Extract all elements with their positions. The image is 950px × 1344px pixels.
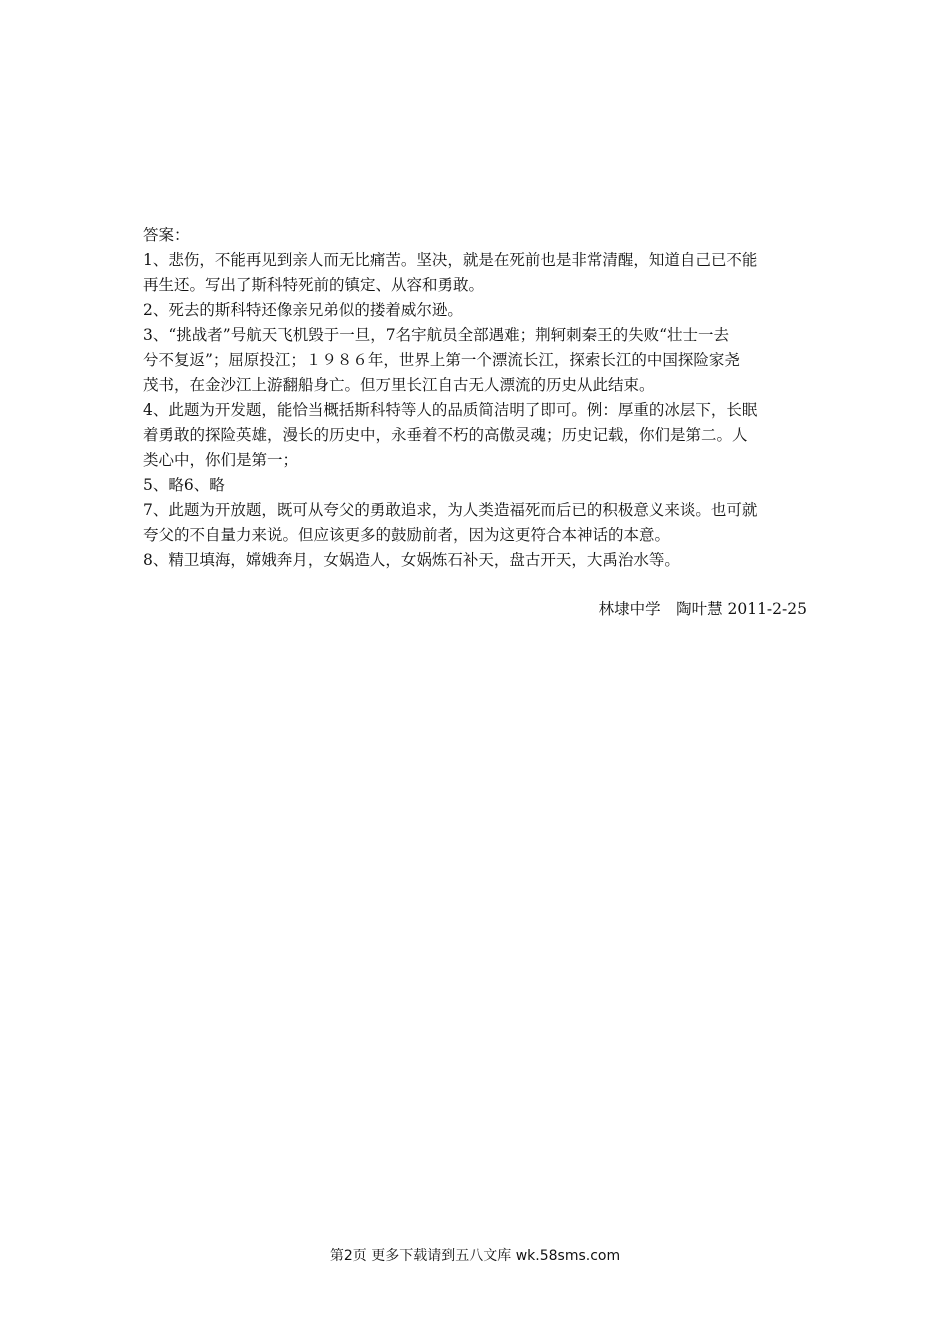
answer-line-9: 类心中，你们是第一； bbox=[143, 451, 299, 469]
answer-line-5: 兮不复返”；屈原投江；１９８６年，世界上第一个漂流长江，探索长江的中国探险家尧 bbox=[143, 351, 740, 369]
answer-line-10: 5、略6、略 bbox=[143, 476, 225, 494]
answer-line-3: 2、死去的斯科特还像亲兄弟似的搂着威尔逊。 bbox=[143, 301, 463, 319]
answer-line-2: 再生还。写出了斯科特死前的镇定、从容和勇敢。 bbox=[143, 276, 485, 294]
answer-line-13: 8、精卫填海，嫦娥奔月，女娲造人，女娲炼石补天，盘古开天，大禹治水等。 bbox=[143, 551, 680, 569]
answer-line-6: 茂书，在金沙江上游翻船身亡。但万里长江自古无人漂流的历史从此结束。 bbox=[143, 376, 655, 394]
answer-heading: 答案： bbox=[143, 226, 190, 244]
page-footer: 第2页 更多下载请到五八文库 wk.58sms.com bbox=[329, 1248, 621, 1264]
answer-line-7: 4、此题为开发题，能恰当概括斯科特等人的品质简洁明了即可。例：厚重的冰层下，长眠 bbox=[143, 401, 758, 419]
answer-line-1: 1、悲伤，不能再见到亲人而无比痛苦。坚决，就是在死前也是非常清醒，知道自己已不能 bbox=[143, 251, 758, 269]
answer-line-12: 夸父的不自量力来说。但应该更多的鼓励前者，因为这更符合本神话的本意。 bbox=[143, 526, 671, 544]
answer-section bbox=[143, 223, 807, 573]
answer-line-4: 3、“挑战者”号航天飞机毁于一旦，7名宇航员全部遇难；荆轲刺秦王的失败“壮士一去 bbox=[143, 326, 729, 344]
answer-line-11: 7、此题为开放题，既可从夸父的勇敢追求，为人类造福死而后已的积极意义来谈。也可就 bbox=[143, 501, 758, 519]
answer-line-8: 着勇敢的探险英雄，漫长的历史中，永垂着不朽的高傲灵魂；历史记载，你们是第二。人 bbox=[143, 426, 748, 444]
author-signature: 林埭中学 陶叶慧 2011-2-25 bbox=[598, 600, 807, 618]
